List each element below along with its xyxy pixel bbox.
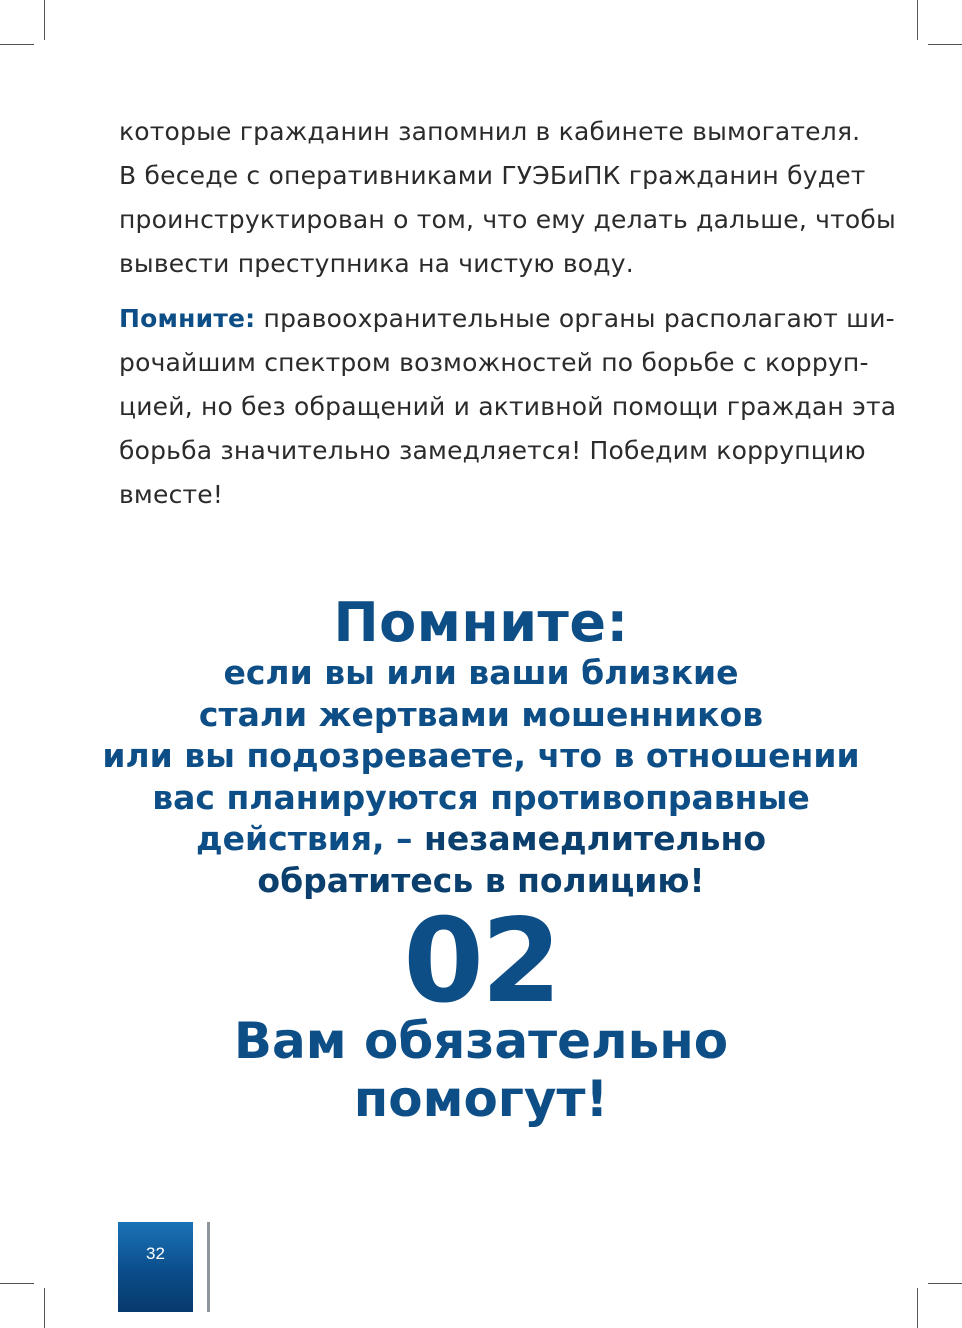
paragraph-1-line-1: которые гражданин запомнил в кабинете вымогателя. bbox=[119, 117, 861, 146]
slogan-line-2: помогут! bbox=[353, 1070, 609, 1128]
paragraph-2-line-4: борьба значительно замедляется! Победим коррупцию bbox=[119, 436, 866, 465]
callout-line-5-prefix: действия, – bbox=[195, 819, 425, 858]
crop-mark-top-left-vertical bbox=[44, 0, 45, 40]
crop-mark-top-right-horizontal bbox=[928, 44, 962, 45]
footer-divider bbox=[207, 1222, 210, 1312]
paragraph-2-line-2: рочайшим спектром возможностей по борьбе с корруп- bbox=[119, 348, 869, 377]
callout-line-3: или вы подозреваете, что в отношении bbox=[102, 736, 860, 775]
paragraph-1-line-4: вывести преступника на чистую воду. bbox=[119, 249, 634, 278]
callout-line-6: обратитесь в полицию! bbox=[257, 860, 705, 900]
callout-line-5 bbox=[0, 818, 962, 860]
callout-line-2: стали жертвами мошенников bbox=[198, 694, 764, 734]
crop-mark-bottom-left-horizontal bbox=[0, 1283, 34, 1284]
crop-mark-bottom-left-vertical bbox=[44, 1288, 45, 1328]
paragraph-2-line-5: вместе! bbox=[119, 480, 224, 509]
paragraph-2-lead: Помните: bbox=[119, 304, 256, 333]
crop-mark-top-right-vertical bbox=[917, 0, 918, 40]
page-number-block bbox=[118, 1222, 193, 1312]
paragraph-1-line-2: В беседе с оперативниками ГУЭБиПК гражданин будет bbox=[119, 161, 866, 190]
slogan-line-1: Вам обязательно bbox=[233, 1012, 729, 1070]
callout-line-5-emphasis: незамедлительно bbox=[424, 819, 766, 858]
body-paragraph-2 bbox=[119, 297, 897, 517]
slogan bbox=[0, 1012, 962, 1128]
callout-title: Помните: bbox=[333, 591, 629, 654]
callout-line-4: вас планируются противоправные bbox=[152, 777, 810, 817]
callout-line-1: если вы или ваши близкие bbox=[223, 653, 739, 692]
page-number: 32 bbox=[146, 1244, 165, 1263]
paragraph-2-line-1 bbox=[119, 297, 895, 341]
body-paragraph-1 bbox=[119, 110, 896, 286]
paragraph-2-line-3: цией, но без обращений и активной помощи граждан эта bbox=[119, 392, 897, 421]
paragraph-1-line-3: проинструктирован о том, что ему делать дальше, чтобы bbox=[119, 205, 896, 234]
police-phone-number: 02 bbox=[403, 894, 559, 1029]
crop-mark-bottom-right-vertical bbox=[917, 1288, 918, 1328]
crop-mark-bottom-right-horizontal bbox=[928, 1283, 962, 1284]
paragraph-2-line-1-rest: правоохранительные органы располагают ши- bbox=[255, 304, 895, 333]
callout-message bbox=[0, 652, 962, 901]
crop-mark-top-left-horizontal bbox=[0, 44, 34, 45]
